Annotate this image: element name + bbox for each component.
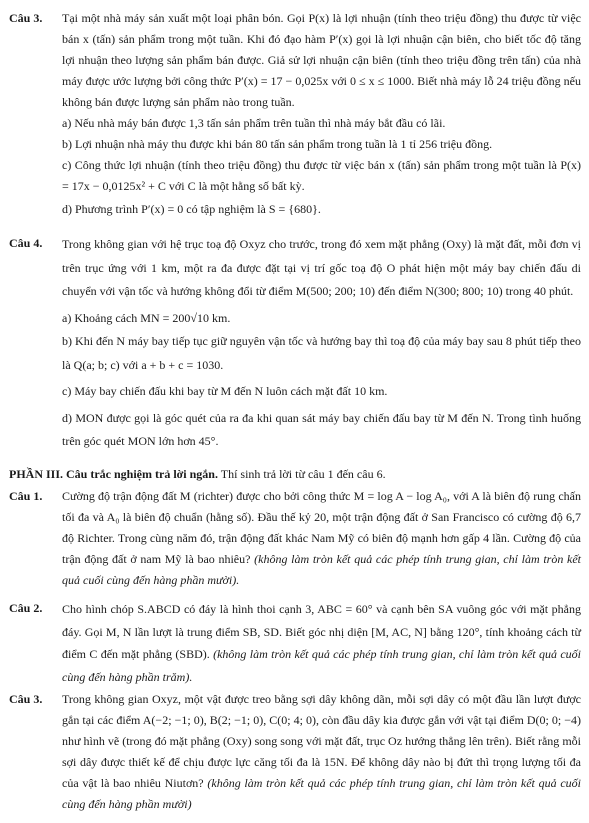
question-text: Trong không gian Oxyz, một vật được treo bằng sợi dây không dãn, mỗi sợi dây có một đầu lần lượt được gắn tại các điểm A(−2; −1; 0), B(2; −1; 0), C(0; 4; 0), còn đầu dây kia được gắn với vật tại điểm D(0; 0; −4) như hình vẽ (trong đó mặt phẳng (Oxy) song song với mặt đất, trục Oz hướng thẳng lên trên). Biết rằng mỗi sợi dây được thiết kế để chịu được lực căng tối đa là 15N. Để không dây nào bị đứt thì trọng lượng tối đa của vật là bao nhiêu Niutơn?: [62, 692, 581, 790]
question-label: Câu 1.: [9, 489, 43, 503]
statement-c: c) Công thức lợi nhuận (tính theo triệu đồng) thu được từ việc bán x (tấn) sản phẩm trong một tuần là P(x) = 17x − 0,0125x² + C với C là một hằng số bất kỳ.: [62, 158, 581, 193]
question-label: Câu 2.: [9, 601, 43, 615]
question-text: Cường độ trận động đất M (richter) được cho bởi công thức M = log A − log A₀, với A là biên độ rung chấn tối đa và A₀ là biên độ chuẩn (hằng số). Đầu thế kỷ 20, một trận động đất ở San Francisco có cường độ 6,7 độ Richter. Trong cùng năm đó, trận động đất khác Nam Mỹ có biên độ mạnh hơn gấp 4 lần. Cường độ của trận động đất ở nam Mỹ là bao nhiêu?: [62, 489, 581, 566]
question-intro: Tại một nhà máy sản xuất một loại phân bón. Gọi P(x) là lợi nhuận (tính theo triệu đồng) thu được từ việc bán x (tấn) sản phẩm trong một tuần. Khi đó đạo hàm P′(x) gọi là lợi nhuận cận biên, cho biết tốc độ tăng lợi nhuận theo lượng sản phẩm bán được. Giả sử lợi nhuận cận biên (tính theo triệu đồng trên tấn) của nhà máy được ước lượng bởi công thức P′(x) = 17 − 0,025x với 0 ≤ x ≤ 1000. Biết nhà máy lỗ 24 triệu đồng nếu không bán được lượng sản phẩm nào trong tuần.: [62, 11, 581, 109]
question-label: Câu 3.: [9, 692, 43, 706]
statement-b: b) Khi đến N máy bay tiếp tục giữ nguyên vận tốc và hướng bay thì toạ độ của máy bay sau 8 phút tiếp theo là Q(a; b; c) với a + b + c = 1030.: [62, 334, 581, 372]
question-intro: Trong không gian với hệ trục toạ độ Oxyz cho trước, trong đó xem mặt phẳng (Oxy) là mặt đất, mỗi đơn vị trên trục ứng với 1 km, một ra đa được đặt tại vị trí gốc toạ độ O phát hiện một máy bay chiến đấu di chuyển với vận tốc và hướng không đổi từ điểm M(500; 200; 10) đến điểm N(300; 800; 10) trong 40 phút.: [62, 237, 581, 298]
question-body: [62, 486, 581, 591]
question-body: [62, 233, 581, 454]
statement-a: a) Khoảng cách MN = 200√10 km.: [62, 310, 231, 325]
question-body: [62, 689, 581, 815]
statement-c: c) Máy bay chiến đấu khi bay từ M đến N luôn cách mặt đất 10 km.: [62, 384, 388, 398]
part-title: PHẦN III. Câu trắc nghiệm trả lời ngắn.: [9, 467, 218, 481]
statement-d: d) Phương trình P′(x) = 0 có tập nghiệm là S = {680}.: [62, 202, 321, 216]
question-body: [62, 598, 581, 688]
part-instruction: Thí sinh trả lời từ câu 1 đến câu 6.: [217, 467, 386, 481]
statement-a: a) Nếu nhà máy bán được 1,3 tấn sản phẩm trên tuần thì nhà máy bắt đầu có lãi.: [62, 116, 446, 130]
rounding-note: (không làm tròn kết quả các phép tính trung gian, chỉ làm tròn kết quả cuối cùng đến hàng phần trăm).: [62, 647, 582, 684]
rounding-note: (không làm tròn kết quả các phép tính trung gian, chỉ làm tròn kết quả cuối cùng đến hàng phần mười).: [62, 552, 581, 587]
statement-b: b) Lợi nhuận nhà máy thu được khi bán 80 tấn sản phẩm trong tuần là 1 tỉ 256 triệu đồng.: [62, 137, 493, 151]
statement-d: d) MON được gọi là góc quét của ra đa khi quan sát máy bay chiến đấu bay từ M đến N. Trong tình huống trên góc quét MON lớn hơn 45°.: [62, 410, 581, 448]
question-label: Câu 3.: [9, 11, 43, 25]
part-3-heading: [9, 464, 581, 485]
rounding-note: (không làm tròn kết quả các phép tính trung gian, chỉ làm tròn kết quả cuối cùng đến hàng phần mười): [62, 776, 581, 811]
question-label: Câu 4.: [9, 236, 43, 250]
question-body: [62, 8, 581, 220]
question-text: Cho hình chóp S.ABCD có đáy là hình thoi cạnh 3, ABC = 60° và cạnh bên SA vuông góc với mặt phẳng đáy. Gọi M, N lần lượt là trung điểm SB, SD. Biết góc nhị diện [M, AC, N] bằng 120°, tính khoảng cách từ điểm C đến mặt phẳng (SBD).: [62, 602, 581, 661]
